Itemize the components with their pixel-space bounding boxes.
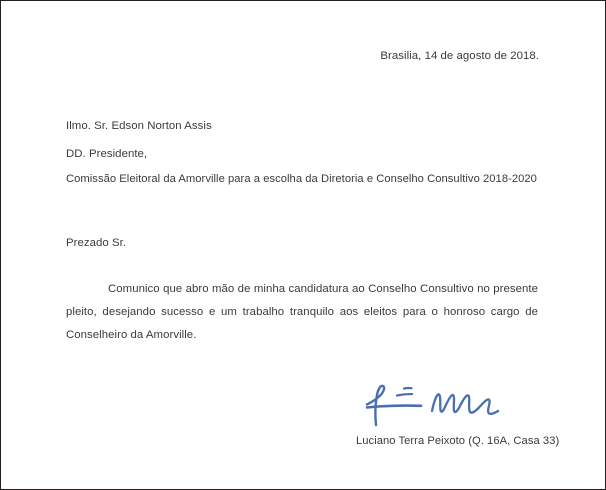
- letter-content: [1, 1, 606, 490]
- date-line: Brasilia, 14 de agosto de 2018.: [380, 50, 539, 62]
- signature-block: [353, 381, 573, 429]
- body-paragraph: Comunico que abro mão de minha candidatura ao Conselho Consultivo no presente pleito, desejando sucesso e um trabalho tranquilo aos eleitos para o honroso cargo de Conselheiro da Amorville.: [66, 283, 538, 341]
- salutation: Prezado Sr.: [66, 237, 127, 249]
- handwritten-signature-icon: [359, 381, 514, 429]
- addressee-title: DD. Presidente,: [66, 148, 148, 160]
- signer-name-line: Luciano Terra Peixoto (Q. 16A, Casa 33): [356, 435, 560, 447]
- addressee-name: Ilmo. Sr. Edson Norton Assis: [66, 120, 212, 132]
- addressee-organization: Comissão Eleitoral da Amorville para a escolha da Diretoria e Conselho Consultivo 2018-2020: [66, 173, 537, 185]
